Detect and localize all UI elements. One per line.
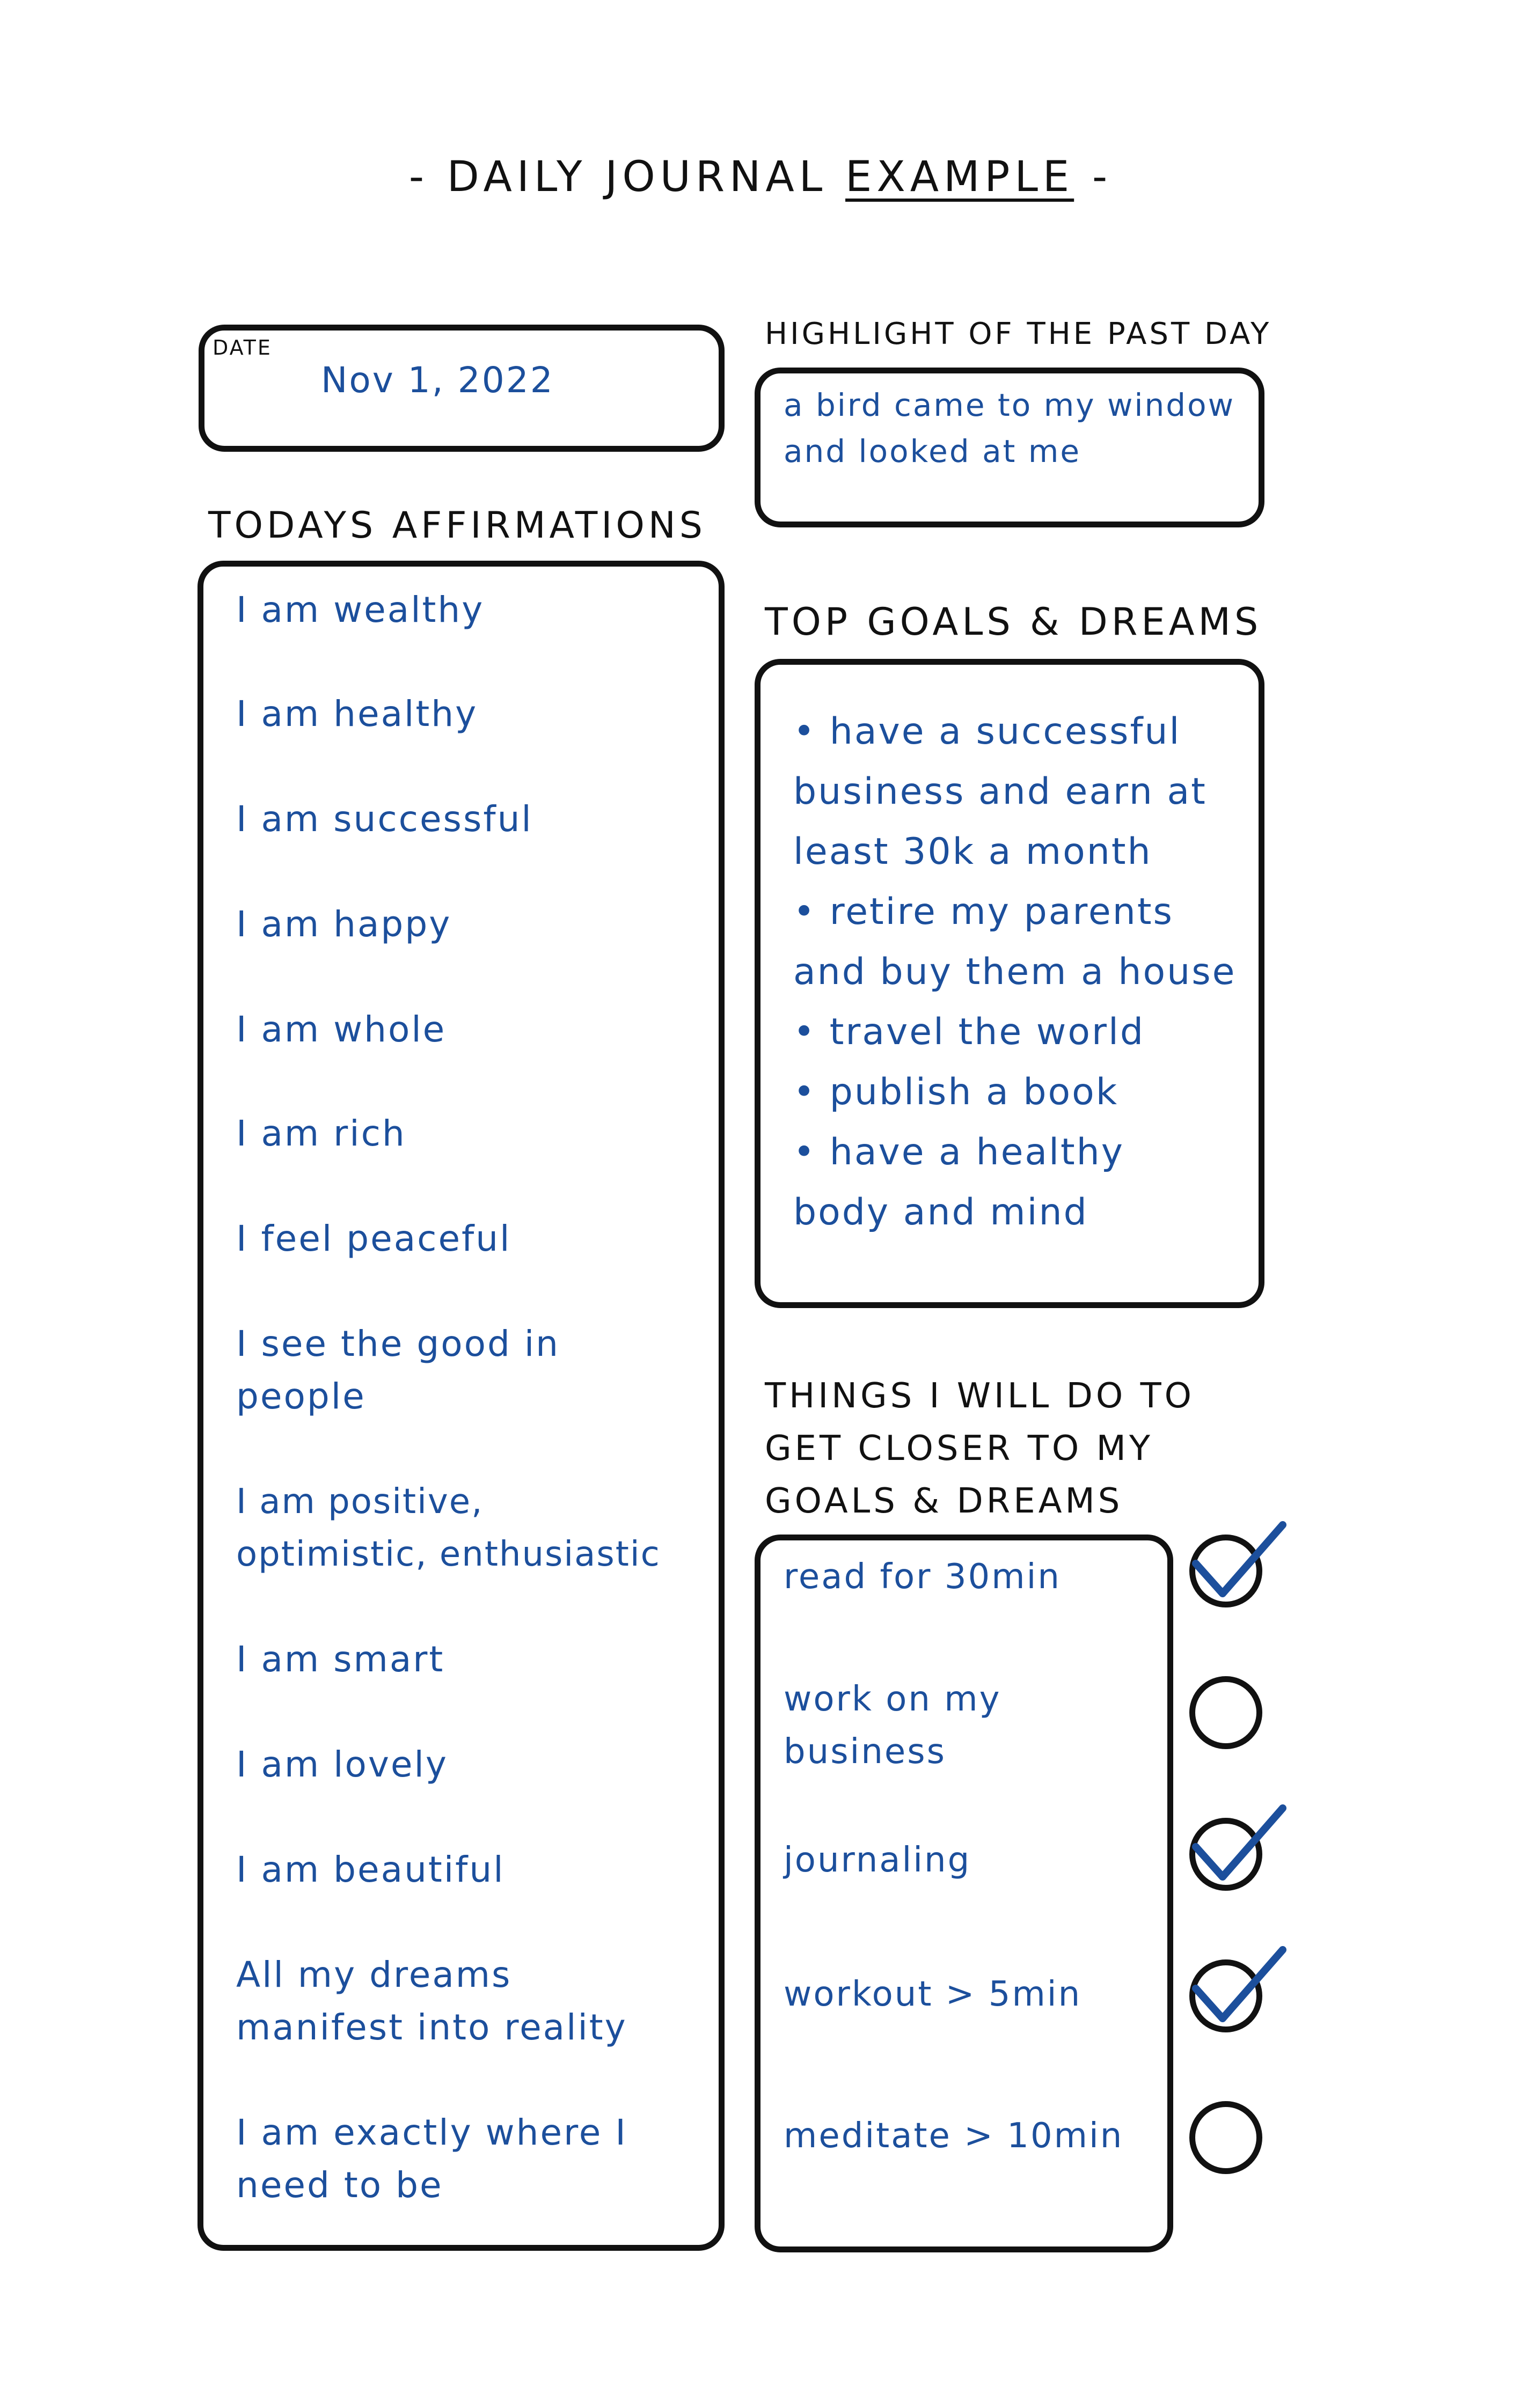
page-title-prefix: - DAILY JOURNAL <box>408 153 828 201</box>
affirmation-item[interactable]: I am exactly where I need to be <box>236 2112 627 2206</box>
affirmation-item[interactable]: I feel peaceful <box>236 1218 511 1259</box>
affirmation-item[interactable]: I am smart <box>236 1639 445 1680</box>
affirmation-item[interactable]: I am wealthy <box>236 589 485 630</box>
task-label: journaling <box>784 1840 971 1880</box>
task-label: read for 30min <box>784 1557 1061 1597</box>
date-label: DATE <box>213 336 272 359</box>
task-checkbox[interactable] <box>1189 2101 1262 2174</box>
checkmark-icon <box>1191 1944 1288 2030</box>
task-label: meditate > 10min <box>784 2116 1124 2156</box>
highlight-heading: HIGHLIGHT OF THE PAST DAY <box>765 317 1272 351</box>
affirmation-item[interactable]: All my dreams manifest into reality <box>236 1954 627 2048</box>
affirmation-item[interactable]: I am beautiful <box>236 1849 505 1890</box>
page-title-emphasis: EXAMPLE <box>845 153 1074 201</box>
checkmark-icon <box>1191 1803 1288 1889</box>
task-checkbox[interactable] <box>1189 1676 1262 1749</box>
affirmation-item[interactable]: I am successful <box>236 798 533 840</box>
goals-text[interactable]: • have a successful business and earn at least 30k a month • retire my parents and buy them a house • travel the world • publish a book • have a healthy body and mind <box>793 710 1237 1234</box>
affirmation-item[interactable]: I am positive, optimistic, enthusiastic <box>236 1482 661 1574</box>
goals-heading: TOP GOALS & DREAMS <box>765 600 1262 644</box>
page-title-suffix: - <box>1092 153 1113 201</box>
affirmation-item[interactable]: I am lovely <box>236 1744 448 1785</box>
date-value[interactable]: Nov 1, 2022 <box>321 359 554 401</box>
affirmation-item[interactable]: I am healthy <box>236 693 478 735</box>
affirmation-item[interactable]: I am whole <box>236 1009 447 1050</box>
highlight-text[interactable]: a bird came to my window and looked at me <box>784 387 1235 469</box>
task-label: work on my business <box>784 1679 1001 1772</box>
affirmation-item[interactable]: I am rich <box>236 1113 406 1154</box>
task-label: workout > 5min <box>784 1974 1082 2014</box>
tasks-heading-line2: GET CLOSER TO MY <box>765 1429 1153 1469</box>
affirmations-heading: TODAYS AFFIRMATIONS <box>208 504 706 547</box>
checkmark-icon <box>1191 1519 1288 1605</box>
tasks-heading-line1: THINGS I WILL DO TO <box>765 1376 1195 1416</box>
affirmation-item[interactable]: I see the good in people <box>236 1323 560 1417</box>
page-title <box>0 153 1521 201</box>
tasks-heading-line3: GOALS & DREAMS <box>765 1481 1123 1521</box>
affirmation-item[interactable]: I am happy <box>236 904 452 945</box>
